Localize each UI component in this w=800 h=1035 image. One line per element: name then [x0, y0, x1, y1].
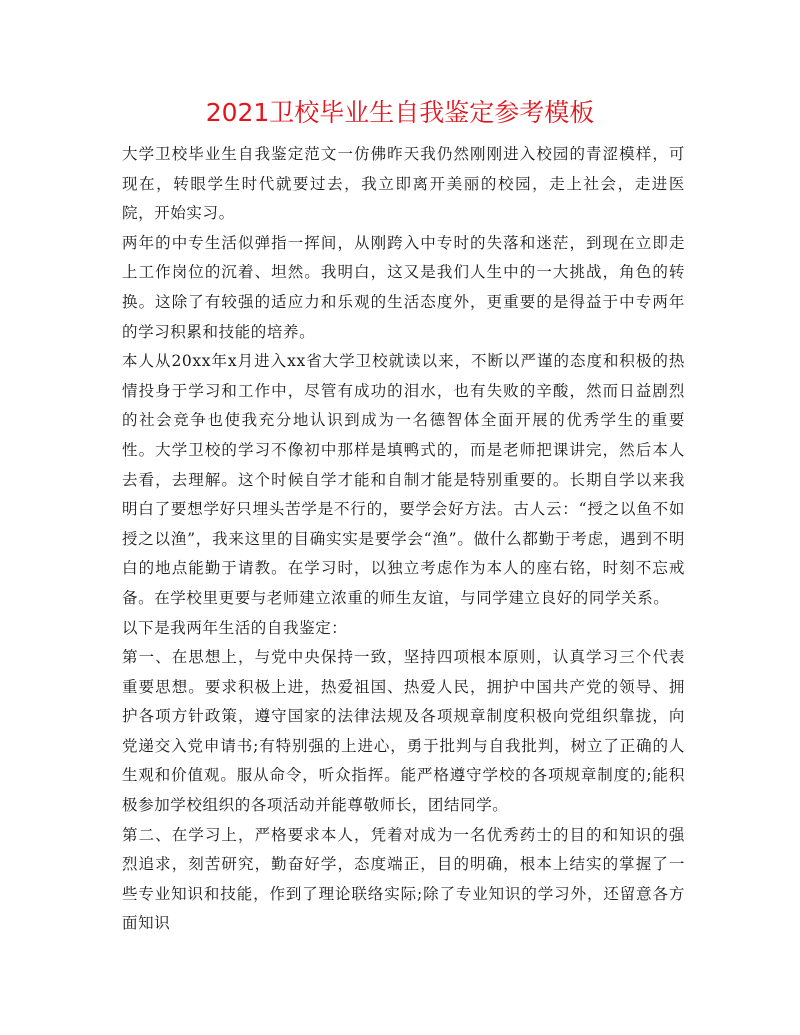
document-title: 2021卫校毕业生自我鉴定参考模板	[205, 98, 595, 127]
paragraph-ideology: 第一、在思想上，与党中央保持一致，坚持四项根本原则，认真学习三个代表重要思想。要求积极上进，热爱祖国、热爱人民，拥护中国共产党的领导、拥护各项方针政策，遵守国家的法律法规及各项规章制度积极向党组织靠拢，向党递交入党申请书;有特别强的上进心，勇于批判与自我批判，树立了正确的人生观和价值观。服从命令，听众指挥。能严格遵守学校的各项规章制度的;能积极参加学校组织的各项活动并能尊敬师长，团结同学。	[122, 648, 685, 815]
paragraph-two-years: 两年的中专生活似弹指一挥间，从刚跨入中专时的失落和迷茫，到现在立即走上工作岗位的沉着、坦然。我明白，这又是我们人生中的一大挑战，角色的转换。这除了有较强的适应力和乐观的生活态度外，更重要的是得益于中专两年的学习积累和技能的培养。	[122, 233, 685, 341]
paragraph-intro: 大学卫校毕业生自我鉴定范文一仿佛昨天我仍然刚刚进入校园的青涩模样，可现在，转眼学生时代就要过去，我立即离开美丽的校园，走上社会，走进医院，开始实习。	[122, 145, 685, 223]
paragraph-study: 第二、在学习上，严格要求本人，凭着对成为一名优秀药士的目的和知识的强烈追求，刻苦研究，勤奋好学，态度端正，目的明确，根本上结实的掌握了一些专业知识和技能，作到了理论联络实际;除了专业知识的学习外，还留意各方面知识	[122, 825, 685, 933]
document-body	[122, 140, 685, 939]
paragraph-study-experience: 本人从20xx年x月进入xx省大学卫校就读以来，不断以严谨的态度和积极的热情投身于学习和工作中，尽管有成功的泪水，也有失败的辛酸，然而日益剧烈的社会竞争也使我充分地认识到成为一名德智体全面开展的优秀学生的重要性。大学卫校的学习不像初中那样是填鸭式的，而是老师把课讲完，然后本人去看，去理解。这个时候自学才能和自制才能是特别重要的。长期自学以来我明白了要想学好只埋头苦学是不行的，要学会好方法。古人云：“授之以鱼不如授之以渔”，我来这里的目确实实是要学会“渔”。做什么都勤于考虑，遇到不明白的地点能勤于请教。在学习时，以独立考虑作为本人的座右铭，时刻不忘戒备。在学校里更要与老师建立浓重的师生友谊，与同学建立良好的同学关系。	[122, 352, 685, 607]
paragraph-self-assessment-intro: 以下是我两年生活的自我鉴定：	[122, 618, 348, 637]
